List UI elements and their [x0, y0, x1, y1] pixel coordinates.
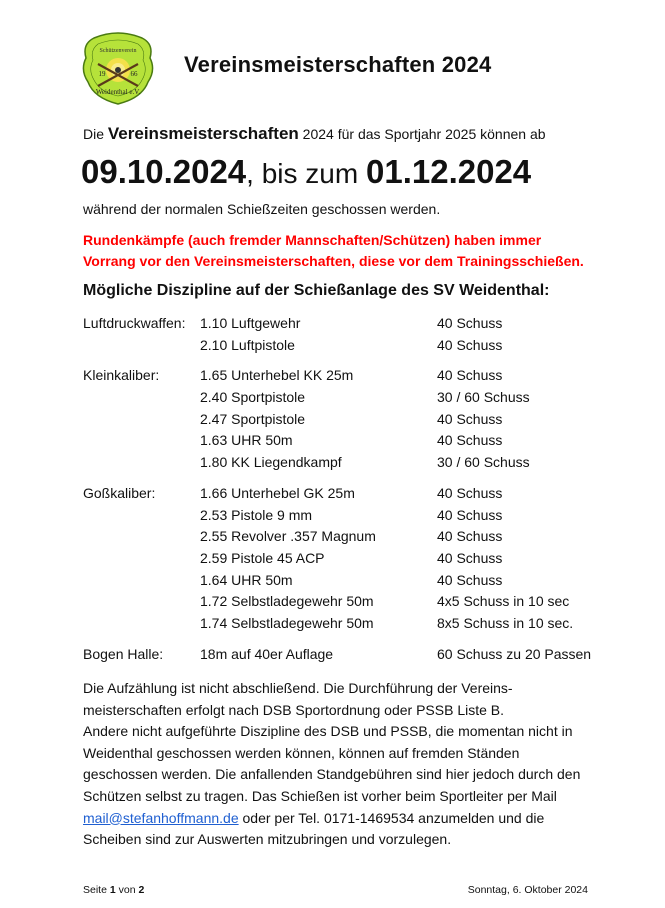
club-emblem-icon [80, 30, 156, 106]
shot-count: 40 Schuss [437, 367, 503, 384]
discipline-group-kleinkaliber [83, 365, 623, 473]
shot-count: 8x5 Schuss in 10 sec. [437, 614, 574, 631]
table-row [83, 644, 623, 666]
date-connector: , bis zum [246, 158, 366, 189]
discipline-name: 2.55 Revolver .357 Magnum [200, 528, 376, 545]
paragraph-line: Weidenthal geschossen werden können, können auf fremden Ständen [83, 744, 520, 761]
disciplines-table [83, 313, 623, 674]
shot-count: 60 Schuss zu 20 Passen [437, 645, 592, 662]
table-row [83, 570, 623, 592]
start-date: 09.10.2024 [81, 153, 247, 190]
discipline-name: 1.65 Unterhebel KK 25m [200, 367, 354, 384]
priority-warning [83, 230, 623, 272]
category-label: Kleinkaliber: [83, 367, 160, 384]
table-row [83, 526, 623, 548]
discipline-group-grosskaliber [83, 483, 623, 635]
paragraph-line: Schützen selbst zu tragen. Das Schießen ist vorher beim Sportleiter per Mail [83, 787, 557, 804]
shot-count: 40 Schuss [437, 528, 503, 545]
discipline-name: 18m auf 40er Auflage [200, 645, 334, 662]
page-title: Vereinsmeisterschaften 2024 [184, 52, 492, 77]
shot-count: 40 Schuss [437, 432, 503, 449]
table-row [83, 452, 623, 474]
shot-count: 40 Schuss [437, 549, 503, 566]
page-number: Seite 1 von 2 [83, 884, 145, 896]
category-label: Bogen Halle: [83, 645, 164, 662]
table-row [83, 387, 623, 409]
table-row [83, 365, 623, 387]
discipline-name: 1.10 Luftgewehr [200, 315, 301, 331]
table-row [83, 313, 623, 335]
paragraph-line: Scheiben sind zur Auswerten mitzubringen und vorzulegen. [83, 831, 452, 848]
warning-line: Vorrang vor den Vereinsmeisterschaften, diese vor dem Trainingsschießen. [83, 253, 584, 269]
shot-count: 40 Schuss [437, 336, 503, 353]
discipline-name: 2.10 Luftpistole [200, 336, 295, 353]
paragraph-line [83, 808, 603, 830]
phone-text: oder per Tel. 0171-1469534 anzumelden und die [238, 809, 545, 826]
disciplines-heading: Mögliche Diszipline auf der Schießanlage des SV Weidenthal: [83, 282, 550, 299]
table-row [83, 483, 623, 505]
paragraph-line: Die Aufzählung ist nicht abschließend. Die Durchführung der Vereins- [83, 680, 513, 696]
intro-suffix: 2024 für das Sportjahr 2025 können ab [298, 126, 546, 142]
during-text: während der normalen Schießzeiten geschossen werden. [83, 201, 441, 217]
shot-count: 40 Schuss [437, 506, 503, 523]
discipline-name: 2.40 Sportpistole [200, 389, 306, 406]
table-row [83, 430, 623, 452]
shot-count: 40 Schuss [437, 315, 503, 331]
discipline-name: 1.66 Unterhebel GK 25m [200, 484, 355, 501]
discipline-name: 1.80 KK Liegendkampf [200, 454, 342, 471]
table-row [83, 613, 623, 635]
shot-count: 40 Schuss [437, 410, 503, 427]
footer-date: Sonntag, 6. Oktober 2024 [467, 884, 588, 896]
discipline-name: 2.53 Pistole 9 mm [200, 506, 313, 523]
discipline-name: 2.47 Sportpistole [200, 410, 306, 427]
club-logo [80, 30, 156, 106]
table-row [83, 591, 623, 613]
table-row [83, 548, 623, 570]
table-row [83, 409, 623, 431]
email-link[interactable]: mail@stefanhoffmann.de [83, 809, 239, 826]
shot-count: 4x5 Schuss in 10 sec [437, 593, 570, 610]
shot-count: 40 Schuss [437, 484, 503, 501]
discipline-name: 1.74 Selbstladegewehr 50m [200, 614, 374, 631]
intro-prefix: Die [83, 126, 108, 142]
shot-count: 40 Schuss [437, 571, 503, 588]
discipline-group-bogen [83, 644, 623, 666]
discipline-group-luftdruck [83, 313, 623, 356]
paragraph-line: geschossen werden. Die anfallenden Standgebühren sind hier jedoch durch den [83, 766, 581, 783]
intro-emphasis: Vereinsmeisterschaften [107, 124, 299, 143]
discipline-name: 1.64 UHR 50m [200, 571, 293, 588]
svg-text:Weidenthal e.V.: Weidenthal e.V. [95, 88, 141, 96]
warning-line: Rundenkämpfe (auch fremder Mannschaften/Schützen) haben immer [83, 232, 542, 248]
discipline-name: 2.59 Pistole 45 ACP [200, 549, 325, 566]
intro-text [83, 124, 546, 144]
svg-text:19: 19 [98, 70, 106, 78]
table-row [83, 505, 623, 527]
shot-count: 30 / 60 Schuss [437, 389, 530, 406]
paragraph-line: meisterschaften erfolgt nach DSB Sportordnung oder PSSB Liste B. [83, 701, 505, 718]
svg-text:66: 66 [130, 70, 138, 78]
paragraph-line: Andere nicht aufgeführte Diszipline des DSB und PSSB, die momentan nicht in [83, 723, 573, 740]
category-label: Goßkaliber: [83, 484, 156, 501]
svg-text:Schützenverein: Schützenverein [99, 48, 137, 54]
discipline-name: 1.63 UHR 50m [200, 432, 293, 449]
table-row [83, 335, 623, 357]
page-footer [83, 884, 588, 896]
category-label: Luftdruckwaffen: [83, 315, 186, 331]
shot-count: 30 / 60 Schuss [437, 454, 530, 471]
end-date: 01.12.2024 [365, 153, 532, 190]
date-range [81, 150, 531, 196]
info-paragraph [83, 678, 603, 851]
discipline-name: 1.72 Selbstladegewehr 50m [200, 593, 374, 610]
